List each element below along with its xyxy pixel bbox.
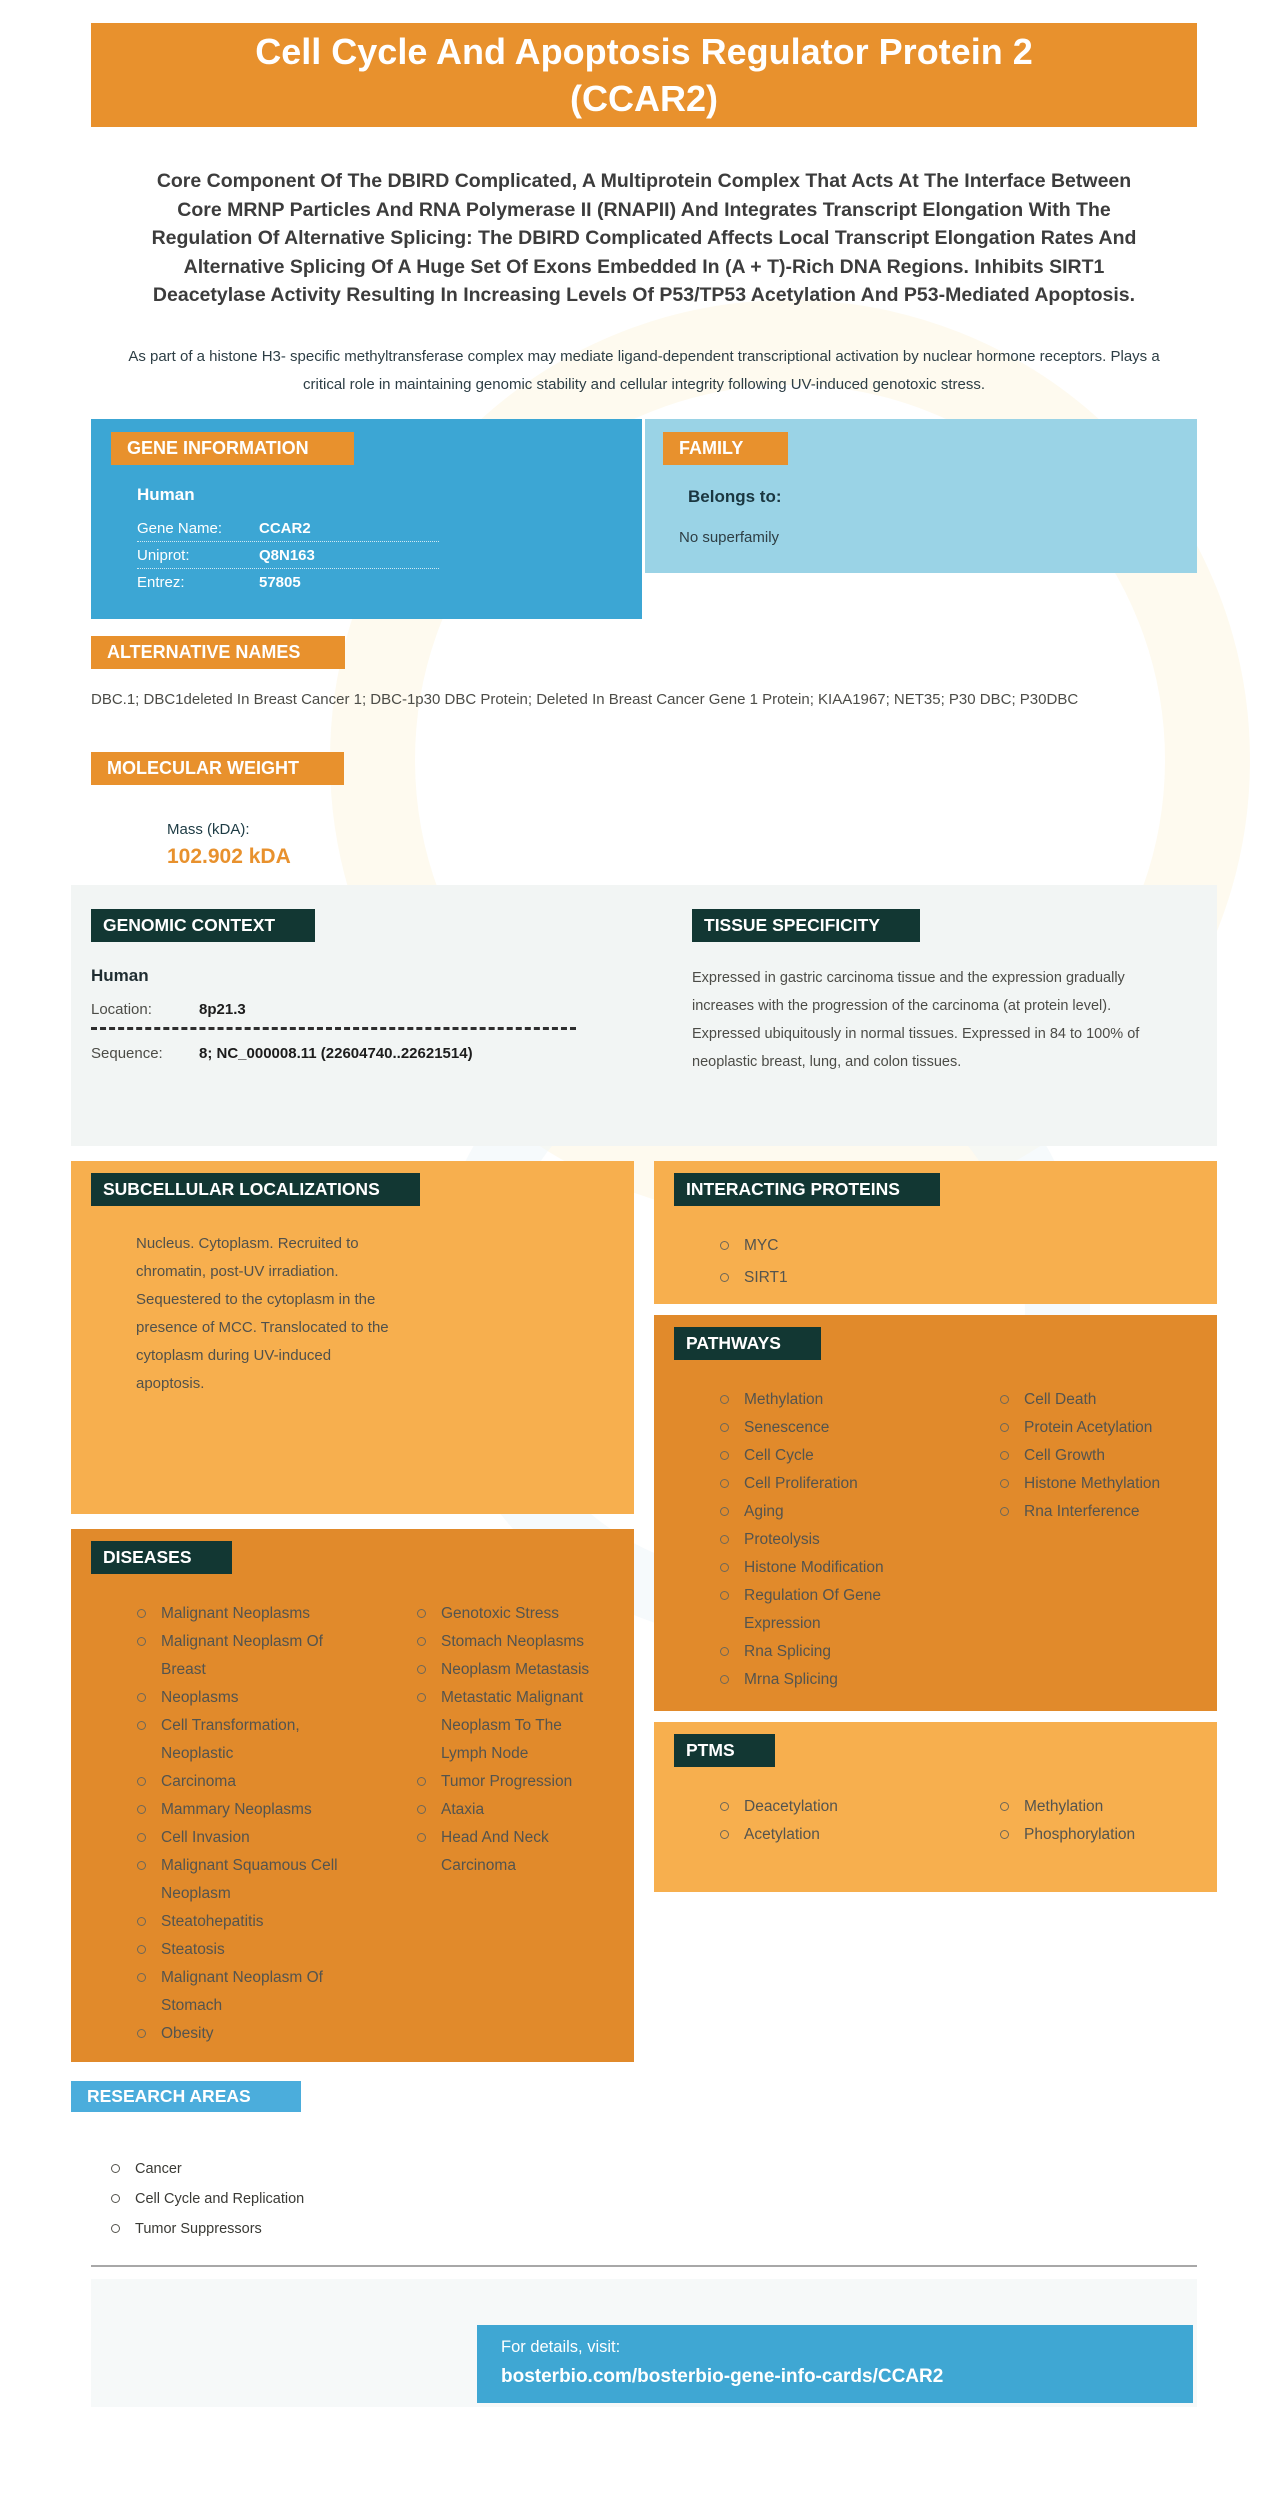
list-item: Mammary Neoplasms — [135, 1796, 365, 1824]
list-item: Regulation Of Gene Expression — [718, 1582, 948, 1638]
protein-summary-bold: Core Component Of The DBIRD Complicated, A Multiprotein Complex That Acts At The Interface Between Core MRNP Particles And RNA Polymerase II (RNAPII) And Integrates Transcript Elongation With The Regulation Of Alternative Splicing: The DBIRD Complicated Affects Local Transcript Elongation Rates And Alternative Splicing Of A Huge Set Of Exons Embedded In (A + T)-Rich DNA Regions. Inhibits SIRT1 Deacetylase Activity Resulting In Increasing Levels Of P53/TP53 Acetylation And P53-Mediated Apoptosis. — [151, 170, 1137, 306]
footer-visit-label: For details, visit: — [501, 2337, 621, 2356]
pathways-heading: PATHWAYS — [674, 1327, 821, 1360]
list-item: Cell Cycle and Replication — [109, 2184, 634, 2214]
gene-species: Human — [137, 484, 195, 504]
interacting-proteins-list — [718, 1232, 1217, 1292]
left-column — [71, 1161, 634, 2244]
list-item: Aging — [718, 1498, 948, 1526]
research-areas-section — [71, 2062, 634, 2244]
list-item: Metastatic Malignant Neoplasm To The Lymph Node — [415, 1684, 605, 1768]
list-item: Tumor Suppressors — [109, 2214, 634, 2244]
genomic-tissue-panel — [71, 885, 1217, 1146]
diseases-box — [71, 1529, 634, 2062]
gene-name-value: CCAR2 — [259, 519, 311, 537]
diseases-list-col2 — [415, 1600, 605, 2048]
detail-columns — [71, 1161, 1217, 2244]
pathways-columns — [718, 1386, 1217, 1694]
list-item: Deacetylation — [718, 1793, 948, 1821]
diseases-columns — [135, 1600, 634, 2048]
list-item: Head And Neck Carcinoma — [415, 1824, 605, 1880]
gene-information-body — [91, 465, 642, 595]
genomic-context-section — [91, 909, 596, 1146]
pathways-list-col1 — [718, 1386, 948, 1694]
list-item: Histone Methylation — [998, 1470, 1188, 1498]
list-item: Cell Invasion — [135, 1824, 365, 1852]
footer-link-box — [477, 2325, 1193, 2403]
subcellular-localizations-text: Nucleus. Cytoplasm. Recruited to chromatin, post-UV irradiation. Sequestered to the cytoplasm in the presence of MCC. Translocated to the cytoplasm during UV-induced apoptosis. — [136, 1234, 389, 1392]
list-item: Histone Modification — [718, 1554, 948, 1582]
list-item: MYC — [718, 1232, 1217, 1260]
list-item: Phosphorylation — [998, 1821, 1188, 1849]
alternative-names-text: DBC.1; DBC1deleted In Breast Cancer 1; DBC-1p30 DBC Protein; Deleted In Breast Cancer Gene 1 Protein; KIAA1967; NET35; P30 DBC; P30DBC — [91, 690, 1079, 708]
list-item: Neoplasms — [135, 1684, 365, 1712]
ptms-box — [654, 1722, 1217, 1892]
diseases-heading: DISEASES — [91, 1541, 232, 1574]
list-item: Cell Death — [998, 1386, 1188, 1414]
gene-rows — [137, 515, 439, 595]
list-item: Cell Cycle — [718, 1442, 948, 1470]
gene-name-label: Gene Name: — [137, 519, 223, 537]
subcellular-localizations-box — [71, 1161, 634, 1514]
subcellular-localizations-heading: SUBCELLULAR LOCALIZATIONS — [91, 1173, 420, 1206]
list-item: Cancer — [109, 2154, 634, 2184]
title-banner — [91, 23, 1197, 127]
list-item: Ataxia — [415, 1796, 605, 1824]
footer — [91, 2279, 1197, 2407]
research-areas-heading: RESEARCH AREAS — [71, 2081, 301, 2112]
list-item: Carcinoma — [135, 1768, 365, 1796]
list-item: Malignant Neoplasms — [135, 1600, 365, 1628]
family-belongs-label: Belongs to: — [688, 486, 782, 506]
sequence-row — [91, 1045, 596, 1062]
footer-url-link[interactable]: bosterbio.com/bosterbio-gene-info-cards/CCAR2 — [501, 2365, 944, 2387]
right-column — [654, 1161, 1217, 2244]
gene-information-box — [91, 419, 642, 619]
footer-divider — [91, 2265, 1197, 2267]
list-item: Senescence — [718, 1414, 948, 1442]
dashed-divider — [91, 1027, 576, 1030]
location-label: Location: — [91, 1000, 152, 1018]
list-item: Steatohepatitis — [135, 1908, 365, 1936]
gene-name-row — [137, 515, 439, 542]
protein-summary-secondary: As part of a histone H3- specific methyltransferase complex may mediate ligand-dependent transcriptional activation by nuclear hormone receptors. Plays a critical role in maintaining genomic stability and cellular integrity following UV-induced genotoxic stress. — [128, 347, 1160, 393]
list-item: Rna Splicing — [718, 1638, 948, 1666]
family-box — [645, 419, 1197, 573]
tissue-specificity-heading: TISSUE SPECIFICITY — [692, 909, 920, 942]
pathways-box — [654, 1315, 1217, 1711]
genomic-context-heading: GENOMIC CONTEXT — [91, 909, 315, 942]
sequence-label: Sequence: — [91, 1044, 163, 1062]
list-item: Stomach Neoplasms — [415, 1628, 605, 1656]
entrez-value: 57805 — [259, 573, 301, 591]
list-item: Neoplasm Metastasis — [415, 1656, 605, 1684]
molecular-weight-heading: MOLECULAR WEIGHT — [91, 752, 344, 785]
list-item: SIRT1 — [718, 1264, 1217, 1292]
uniprot-label: Uniprot: — [137, 546, 190, 564]
list-item: Acetylation — [718, 1821, 948, 1849]
list-item: Rna Interference — [998, 1498, 1188, 1526]
list-item: Steatosis — [135, 1936, 365, 1964]
mass-value: 102.902 kDA — [167, 844, 291, 868]
entrez-row — [137, 569, 439, 595]
tissue-specificity-section — [692, 909, 1197, 1146]
research-areas-list — [109, 2154, 634, 2244]
location-row — [91, 1001, 596, 1018]
mass-label: Mass (kDA): — [167, 820, 250, 838]
gene-information-heading: GENE INFORMATION — [111, 432, 354, 465]
list-item: Cell Proliferation — [718, 1470, 948, 1498]
diseases-list-col1 — [135, 1600, 365, 2048]
list-item: Proteolysis — [718, 1526, 948, 1554]
molecular-weight-section — [91, 711, 1197, 869]
list-item: Methylation — [998, 1793, 1188, 1821]
list-item: Obesity — [135, 2020, 365, 2048]
ptms-heading: PTMS — [674, 1734, 775, 1767]
ptms-list-col1 — [718, 1793, 948, 1849]
entrez-label: Entrez: — [137, 573, 185, 591]
uniprot-value: Q8N163 — [259, 546, 315, 564]
list-item: Genotoxic Stress — [415, 1600, 605, 1628]
list-item: Malignant Squamous Cell Neoplasm — [135, 1852, 365, 1908]
list-item: Methylation — [718, 1386, 948, 1414]
genomic-species: Human — [91, 965, 149, 985]
ptms-list-col2 — [998, 1793, 1188, 1849]
page-container — [87, 23, 1197, 2407]
pathways-list-col2 — [998, 1386, 1188, 1694]
ptms-columns — [718, 1793, 1217, 1849]
alternative-names-section — [91, 619, 1197, 711]
list-item: Malignant Neoplasm Of Stomach — [135, 1964, 365, 2020]
list-item: Cell Growth — [998, 1442, 1188, 1470]
list-item: Mrna Splicing — [718, 1666, 948, 1694]
list-item: Tumor Progression — [415, 1768, 605, 1796]
list-item: Cell Transformation, Neoplastic — [135, 1712, 365, 1768]
list-item: Malignant Neoplasm Of Breast — [135, 1628, 365, 1684]
alternative-names-heading: ALTERNATIVE NAMES — [91, 636, 345, 669]
location-value: 8p21.3 — [199, 1000, 246, 1018]
page-title: Cell Cycle And Apoptosis Regulator Protein 2 (CCAR2) — [255, 31, 1033, 119]
uniprot-row — [137, 542, 439, 569]
family-heading: FAMILY — [663, 432, 788, 465]
interacting-proteins-heading: INTERACTING PROTEINS — [674, 1173, 940, 1206]
gene-family-row — [91, 419, 1197, 619]
sequence-value: 8; NC_000008.11 (22604740..22621514) — [199, 1044, 473, 1062]
interacting-proteins-box — [654, 1161, 1217, 1304]
list-item: Protein Acetylation — [998, 1414, 1188, 1442]
family-value: No superfamily — [679, 528, 780, 546]
tissue-specificity-text: Expressed in gastric carcinoma tissue and the expression gradually increases with the progression of the carcinoma (at protein level). Expressed ubiquitously in normal tissues. Expressed in 84 to 100% of neoplastic breast, lung, and colon tissues. — [692, 969, 1140, 1070]
